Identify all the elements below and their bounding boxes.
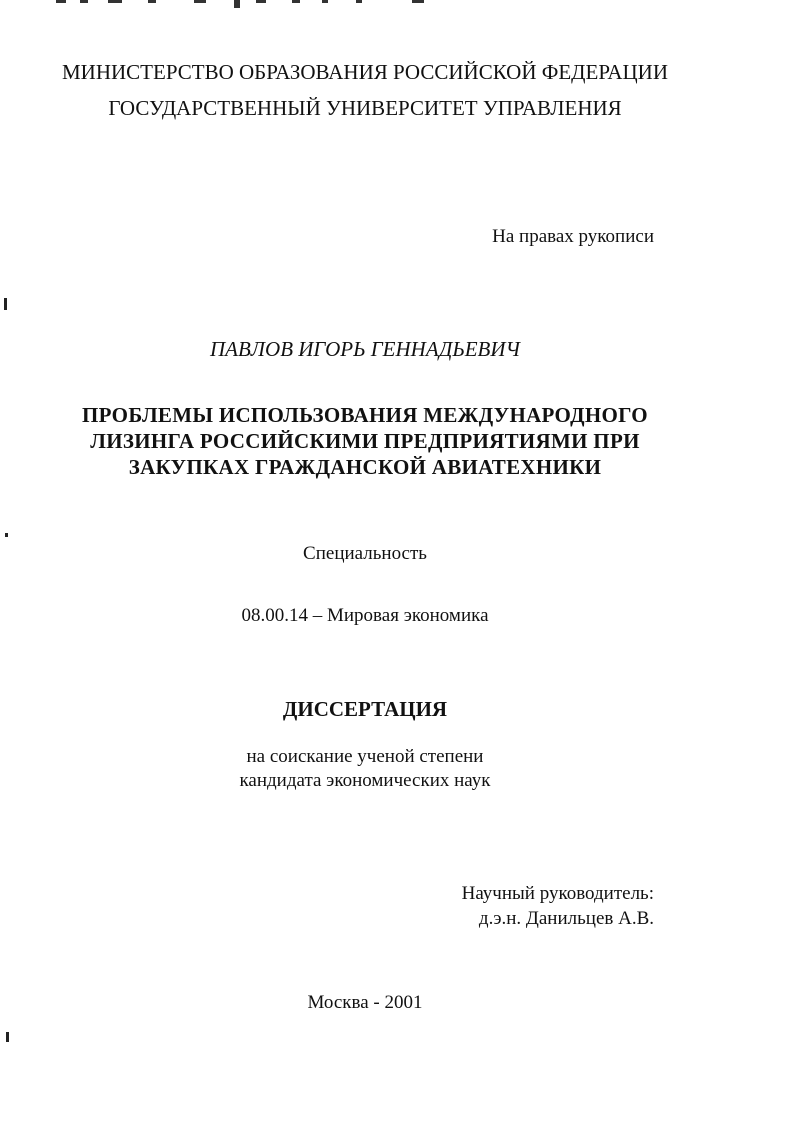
title-line: ЗАКУПКАХ ГРАЖДАНСКОЙ АВИАТЕХНИКИ [128, 455, 602, 479]
title-line: ПРОБЛЕМЫ ИСПОЛЬЗОВАНИЯ МЕЖДУНАРОДНОГО [82, 403, 648, 427]
dissertation-title [0, 402, 730, 480]
scan-artifact-mark [5, 533, 8, 537]
specialty-label: Специальность [303, 543, 427, 564]
supervisor-name: д.э.н. Данильцев А.В. [478, 908, 654, 929]
degree-line: кандидата экономических наук [239, 770, 491, 791]
supervisor-block [462, 881, 654, 931]
document-type: ДИССЕРТАЦИЯ [282, 697, 448, 721]
title-line: ЛИЗИНГА РОССИЙСКИМИ ПРЕДПРИЯТИЯМИ ПРИ [90, 429, 640, 453]
scan-artifact-top [56, 0, 426, 10]
university-heading: ГОСУДАРСТВЕННЫЙ УНИВЕРСИТЕТ УПРАВЛЕНИЯ [108, 96, 622, 120]
rights-note: На правах рукописи [492, 226, 654, 247]
degree-statement [0, 745, 730, 793]
specialty-code: 08.00.14 – Мировая экономика [241, 605, 489, 626]
place-year: Москва - 2001 [307, 992, 423, 1013]
degree-line: на соискание ученой степени [246, 746, 484, 767]
author-name: ПАВЛОВ ИГОРЬ ГЕННАДЬЕВИЧ [209, 337, 521, 361]
ministry-heading: МИНИСТЕРСТВО ОБРАЗОВАНИЯ РОССИЙСКОЙ ФЕДЕРАЦИИ [61, 60, 668, 84]
supervisor-label: Научный руководитель: [461, 883, 654, 904]
scan-artifact-mark [4, 298, 7, 310]
scan-artifact-mark [6, 1032, 9, 1042]
